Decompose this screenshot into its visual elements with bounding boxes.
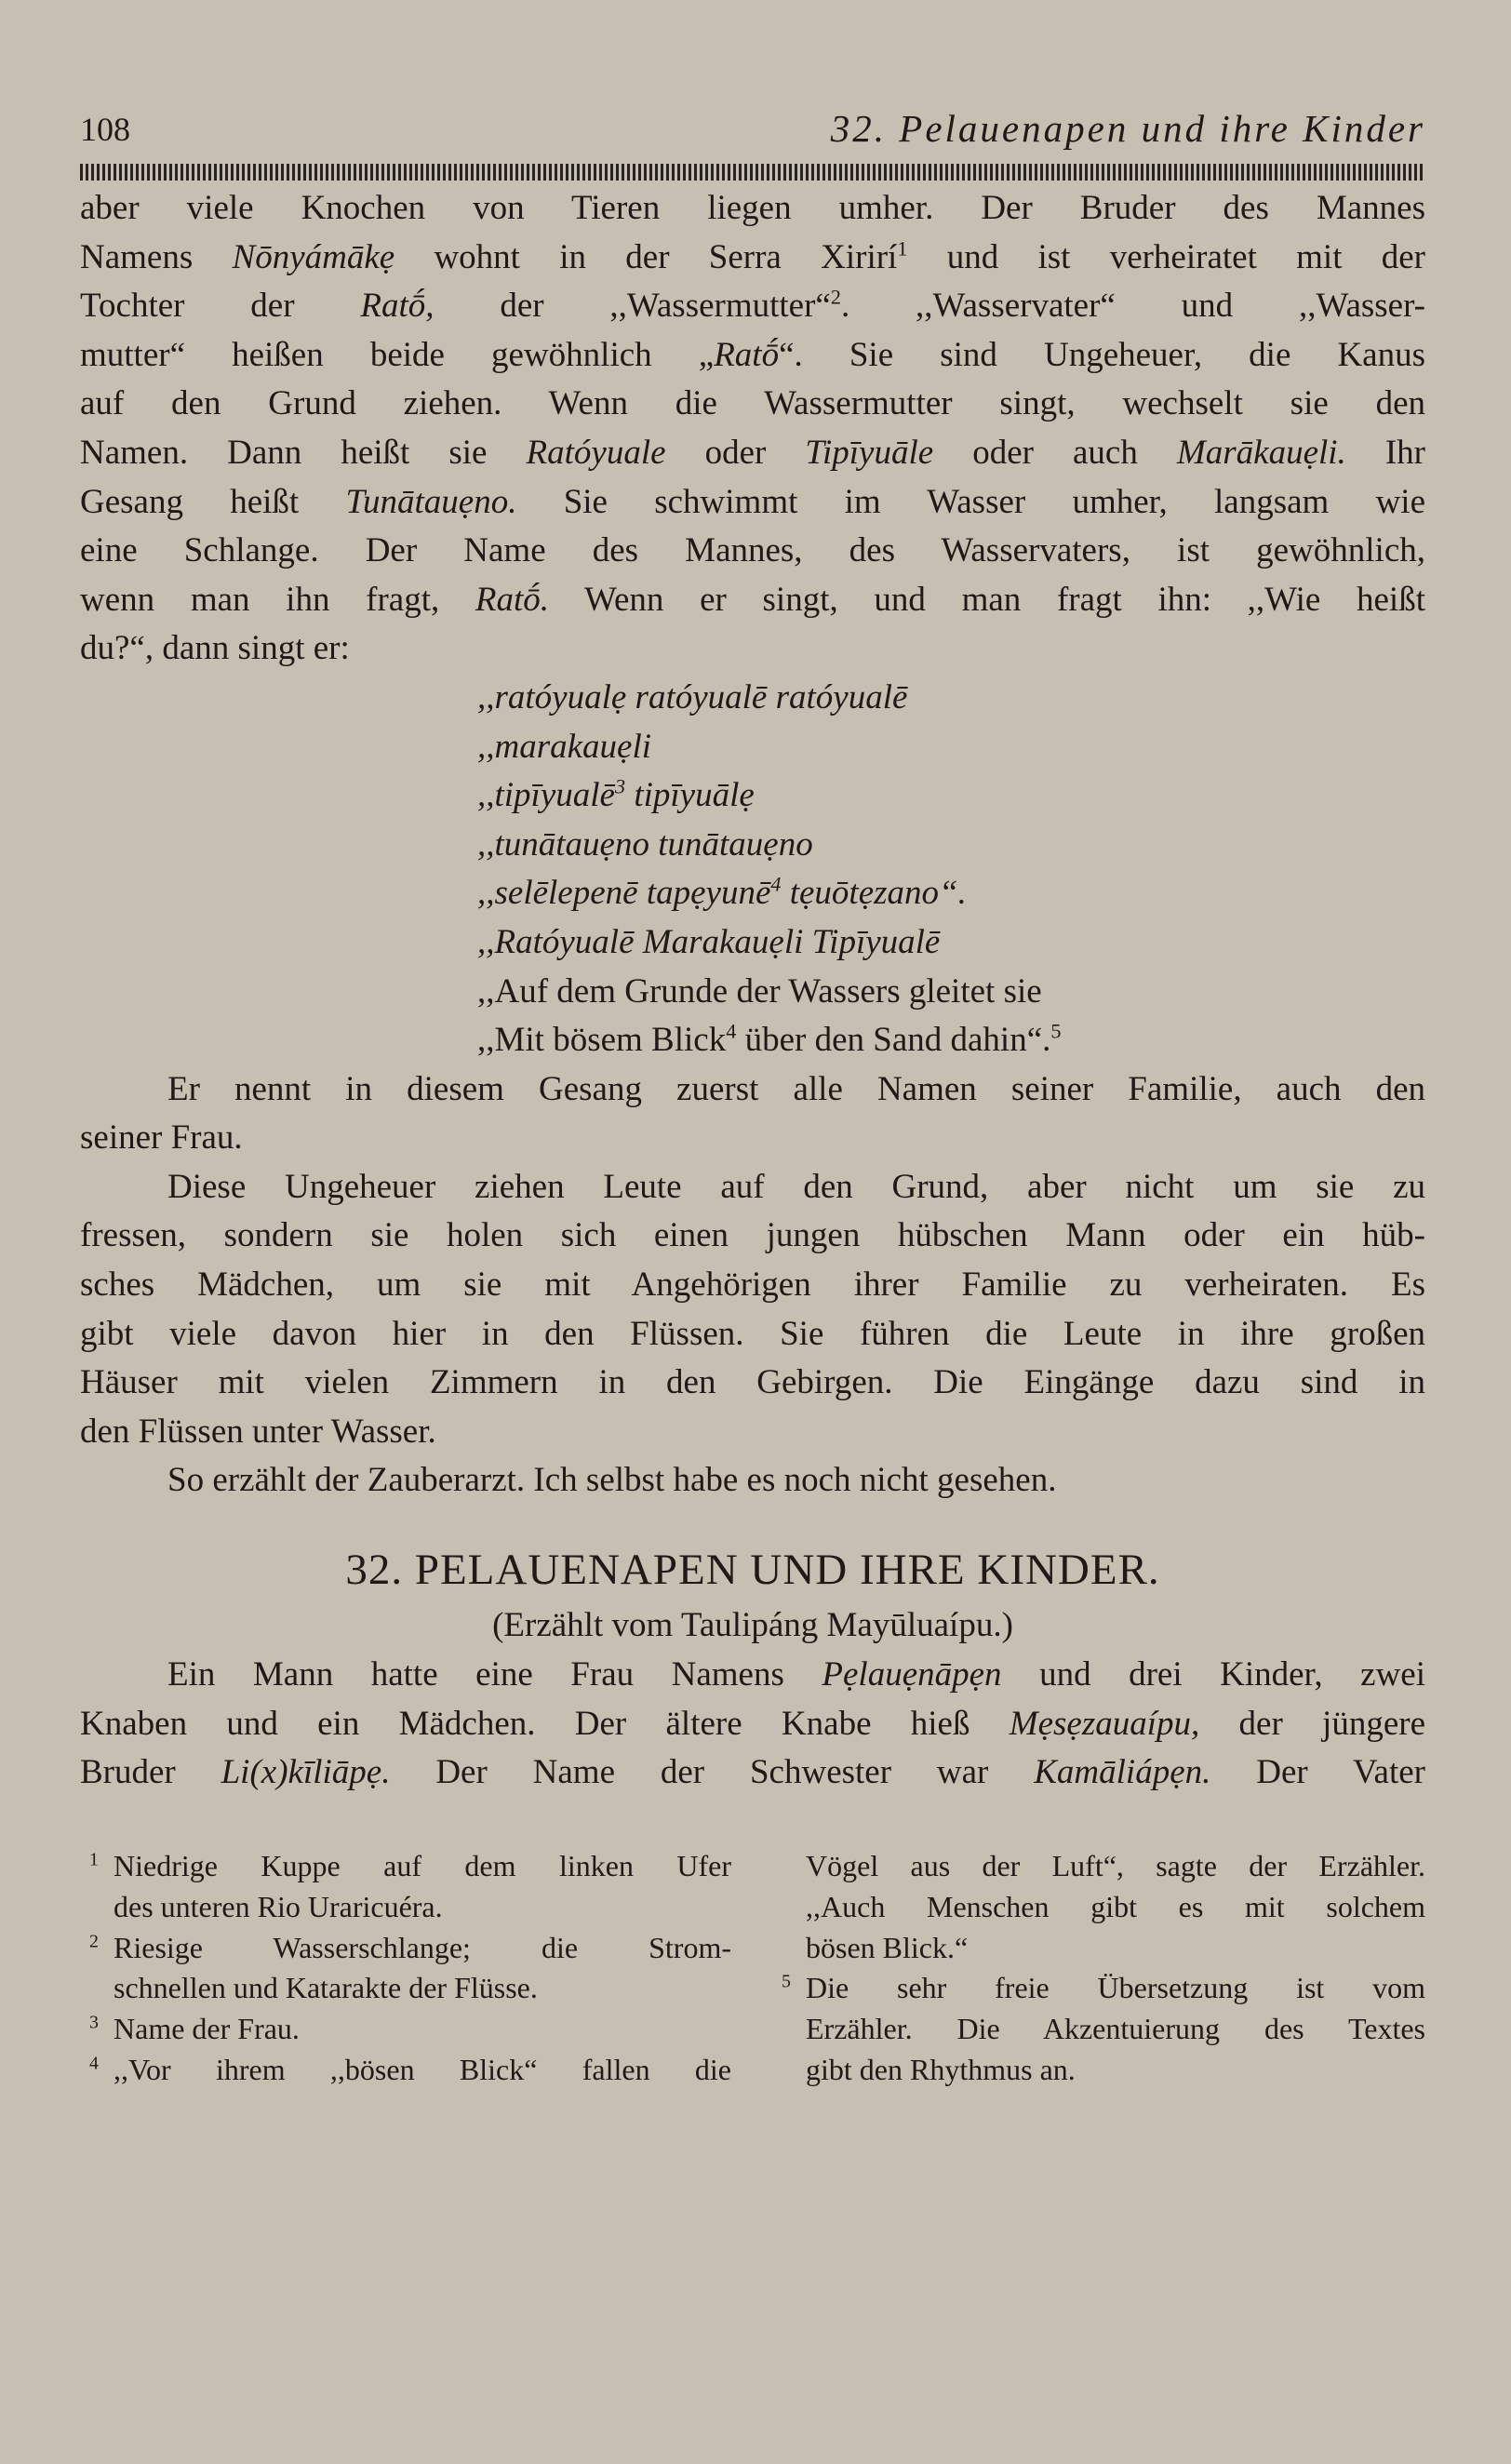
footnote-column-right	[782, 1846, 1425, 2091]
verse-line: ,,Ratóyualē Marakauẹli Tipīyualē	[477, 922, 941, 961]
text-line: Tochter der Ratṓ, der ,,Wassermutter“$^2$. ,,Wasservater“ und ,,Wasser-	[80, 285, 1425, 326]
footnote-ref: 4	[726, 1019, 737, 1043]
verse-line: ,,Mit bösem Blick$^4$ über den Sand dahin“.$^5$	[477, 1019, 1062, 1060]
text-line: auf den Grund ziehen. Wenn die Wassermutter singt, wechselt sie den	[80, 384, 1425, 423]
footnote-4: $^4$ ,,Vor ihrem ,,bösen Blick“ fallen die	[89, 2052, 731, 2086]
page-number: 108	[80, 111, 130, 148]
text-line: du?“, dann singt er:	[80, 629, 350, 668]
text-line: Gesang heißt Tunātauẹno. Sie schwimmt im Wasser umher, langsam wie	[80, 482, 1425, 521]
section-heading: 32. PELAUENAPEN UND IHRE KINDER.	[345, 1546, 1160, 1595]
text-line: Ein Mann hatte eine Frau Namens Pẹlauẹnāpẹn und drei Kinder, zwei	[167, 1655, 1425, 1694]
text-line: seiner Frau.	[80, 1118, 243, 1158]
header-rule	[80, 164, 1425, 181]
verse-line: ,,marakauẹli	[477, 727, 652, 766]
text-line: fressen, sondern sie holen sich einen jungen hübschen Mann oder ein hüb-	[80, 1216, 1425, 1255]
text-line: Bruder Li(x)kīliāpẹ. Der Name der Schwester war Kamāliápẹn. Der Vater	[80, 1753, 1425, 1792]
text-line: Namens Nōnyámākẹ wohnt in der Serra Xirirí$^1$ und ist verheiratet mit der	[80, 236, 1425, 276]
text-line: mutter“ heißen beide gewöhnlich „Ratṓ“. Sie sind Ungeheuer, die Kanus	[80, 335, 1425, 374]
text-line: eine Schlange. Der Name des Mannes, des Wasservaters, ist gewöhnlich,	[80, 531, 1425, 570]
footnote-ref: 3	[614, 774, 626, 798]
footnote-ref: 1	[897, 236, 908, 261]
footnote-2: $^2$ Riesige Wasserschlange; die Strom-	[89, 1930, 731, 1964]
text-line: wenn man ihn fragt, Ratṓ. Wenn er singt, und man fragt ihn: ,,Wie heißt	[80, 580, 1425, 619]
verse-line: ,,Auf dem Grunde der Wassers gleitet sie	[477, 971, 1042, 1011]
footnote-column-left	[89, 1846, 731, 2091]
text-line: So erzählt der Zauberarzt. Ich selbst habe es noch nicht gesehen.	[167, 1461, 1057, 1500]
footnote-ref: 4	[770, 872, 782, 896]
running-head: 32. Pelauenapen und ihre Kinder	[830, 107, 1425, 150]
footnote-5-cont: gibt den Rhythmus an.	[806, 2052, 1076, 2086]
text-line: Häuser mit vielen Zimmern in den Gebirgen. Die Eingänge dazu sind in	[80, 1363, 1425, 1402]
section-subheading: (Erzählt vom Taulipáng Mayūluaípu.)	[492, 1606, 1013, 1645]
footnote-2-cont: schnellen und Katarakte der Flüsse.	[114, 1971, 538, 2005]
page-header	[80, 107, 1425, 162]
text-line: Er nennt in diesem Gesang zuerst alle Namen seiner Familie, auch den	[167, 1069, 1425, 1108]
footnote-4-cont: bösen Blick.“	[806, 1930, 969, 1964]
text-line: Knaben und ein Mädchen. Der ältere Knabe hieß Mẹsẹzauaípu, der jüngere	[80, 1704, 1425, 1743]
text-line: aber viele Knochen von Tieren liegen umher. Der Bruder des Mannes	[80, 189, 1425, 227]
footnote-ref: 2	[830, 285, 841, 309]
footnote-ref: 5	[1050, 1019, 1062, 1043]
verse-line: ,,tipīyualē$^3$ tipīyuālẹ	[477, 774, 755, 815]
footnote-5-cont: Erzähler. Die Akzentuierung des Textes	[806, 2012, 1425, 2046]
body-text	[80, 184, 1425, 1798]
text-line: den Flüssen unter Wasser.	[80, 1412, 436, 1451]
verse-line: ,,tunātauẹno tunātauẹno	[477, 824, 813, 864]
footnote-4-cont: Vögel aus der Luft“, sagte der Erzähler.	[806, 1849, 1425, 1882]
footnote-4-cont: ,,Auch Menschen gibt es mit solchem	[806, 1889, 1425, 1923]
text-line: sches Mädchen, um sie mit Angehörigen ihrer Familie zu verheiraten. Es	[80, 1265, 1425, 1305]
footnote-3: $^3$ Name der Frau.	[89, 2012, 300, 2046]
footnote-1-cont: des unteren Rio Uraricuéra.	[114, 1889, 443, 1923]
verse-line: ,,selēlepenē tapẹyunē$^4$ tẹuōtẹzano“.	[477, 872, 967, 913]
text-line: gibt viele davon hier in den Flüssen. Sie führen die Leute in ihre großen	[80, 1314, 1425, 1353]
footnote-1: $^1$ Niedrige Kuppe auf dem linken Ufer	[89, 1849, 731, 1882]
text-line: Diese Ungeheuer ziehen Leute auf den Grund, aber nicht um sie zu	[167, 1167, 1425, 1206]
text-line: Namen. Dann heißt sie Ratóyuale oder Tipīyuāle oder auch Marākauẹli. Ihr	[80, 433, 1425, 472]
footnote-5: $^5$ Die sehr freie Übersetzung ist vom	[782, 1971, 1425, 2005]
verse-line: ,,ratóyualẹ ratóyualē ratóyualē	[477, 677, 908, 716]
